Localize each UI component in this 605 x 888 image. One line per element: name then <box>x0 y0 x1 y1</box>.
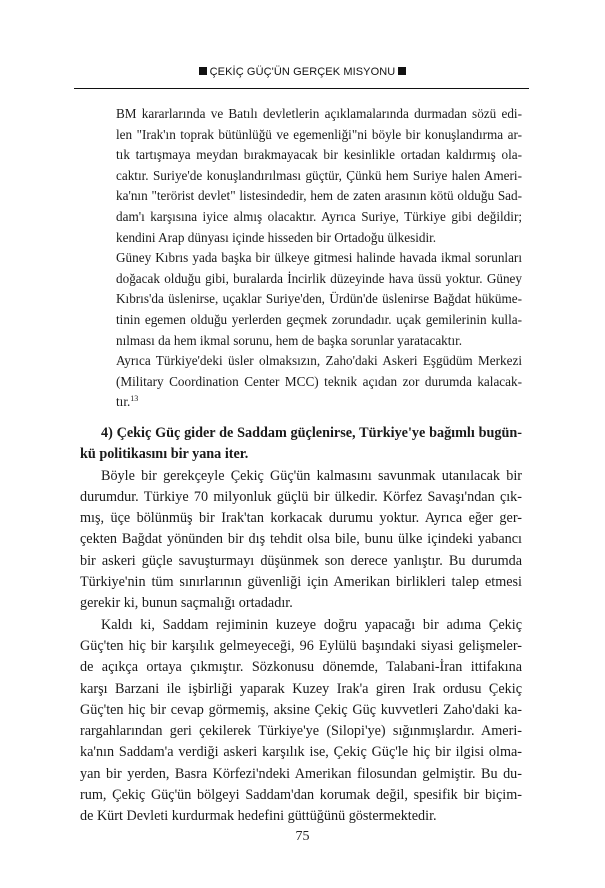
text-line: çekten Bağdat yönünden bir dış tehdit olsa bile, bunu ülke içindeki yabancı <box>80 531 522 548</box>
text-line: durumdur. Türkiye 70 milyonluk güçlü bir ülkedir. Körfez Savaşı'ndan çık- <box>80 488 522 505</box>
text-line: BM kararlarında ve Batılı devletlerin açıklamalarında durmadan sözü edi- <box>116 106 522 121</box>
text-line: mış, üçe bölünmüş bir Irak'tan korkacak durumu yoktur. Ayrıca eğer ger- <box>80 510 522 527</box>
text-line: de Kürt Devleti kurdurmak hedefini güttüğünü göstermektedir. <box>80 808 437 825</box>
paragraph <box>80 466 522 615</box>
running-header <box>0 66 605 78</box>
black-square-icon <box>199 67 207 75</box>
text-line: Güç'ten hiç bir karşılık gelmeyeceği, 96 Eylülü başındaki siyasi gelişmeler- <box>80 637 522 654</box>
text-line: dam'ı karşısına iyice almış olacaktır. Ayrıca Suriye, Türkiye gibi değildir; <box>116 208 522 224</box>
text-line: Kıbrıs'da üslenirse, uçaklar Suriye'den, Ürdün'de üslenirse Bağdat hüküme- <box>116 291 522 307</box>
footnote-reference[interactable]: 13 <box>130 394 139 404</box>
text-line: len "Irak'ın toprak bütünlüğü ve egemenliği"ni böyle bir konuşlandırma ar- <box>116 126 522 142</box>
text-line: Ayrıca Türkiye'deki üsler olmaksızın, Zaho'daki Askeri Eşgüdüm Merkezi <box>116 353 522 369</box>
text-line: Böyle bir gerekçeyle Çekiç Güç'ün kalmasını savunmak utanılacak bir <box>101 467 522 484</box>
page-number: 75 <box>295 829 310 844</box>
text-line: de açıkça ortaya çıkmıştır. Sözkonusu dönemde, Talabani-İran ittifakına <box>80 659 522 676</box>
paragraph <box>80 615 522 828</box>
text-line: nılması da hem ikmal sorunu, hem de başka sorunlar yaratacaktır. <box>116 332 463 348</box>
black-square-icon <box>398 67 406 75</box>
heading-line: 4) Çekiç Güç gider de Saddam güçlenirse, Türkiye'ye bağımlı bugün- <box>101 425 522 441</box>
text-line: tinin egemen olduğu yerlerden geçmek zorundadır. uçak gemilerinin kulla- <box>116 311 522 327</box>
running-header-title: ÇEKİÇ GÜÇ'ÜN GERÇEK MISYONU <box>209 66 396 78</box>
text-line: Güç'ten hiç bir cevap görmemiş, aksine Çekiç Güç kuvvetleri Zaho'daki ka- <box>80 701 522 718</box>
text-line: caktır. Suriye'de konuşlandırılması güçtür, Çünkü hem Suriye halen Ameri- <box>116 167 522 183</box>
text-line: tık tartışmaya meydan bırakmayacak bir kesinlikle ortadan kaldırmış ola- <box>116 147 522 163</box>
text-line: ka'nın Saddam'a verdiği askeri karşılık ise, Çekiç Güç'le hiç bir ilgisi olma- <box>80 744 522 761</box>
text-line: rargahlarından geri çekilerek Türkiye'ye (Silopi'ye) sığınmışlardır. Ameri- <box>80 723 522 740</box>
text-line-with-footnote <box>116 392 522 413</box>
text-line: gerekir ki, bunun saçmalığı ortadadır. <box>80 595 293 612</box>
text-line: (Military Coordination Center MCC) teknik açıdan zor durumda kalacak- <box>116 373 522 389</box>
text-line: doğacak olduğu gibi, buralarda İncirlik düzeyinde hava üssü yoktur. Güney <box>116 270 522 286</box>
text-fragment: tır. <box>116 394 131 410</box>
text-line: Güney Kıbrıs yada başka bir ülkeye gitmesi halinde havada ikmal sorunları <box>116 250 522 266</box>
heading-line: kü politikasını bir yana iter. <box>80 446 249 463</box>
text-line: yan bir yerden, Basra Körfezi'ndeki Amerikan filosundan gelmiştir. Bu du- <box>80 765 522 782</box>
quoted-block <box>116 104 522 413</box>
text-line: Türkiye'nin tüm sınırlarının güvenliği için Amerikan birlikleri talep etmesi <box>80 574 522 591</box>
text-line: bir askeri güçle savuşturmayı düşünmek son derece yanlıştır. Bu durumda <box>80 552 522 569</box>
main-text <box>80 423 522 828</box>
text-line: ka'nın "terörist devlet" listesindedir, hem de zaten arasının kötü olduğu Sad- <box>116 188 522 204</box>
header-rule <box>74 88 529 89</box>
section-heading <box>80 423 522 466</box>
text-line: Kaldı ki, Saddam rejiminin kuzeye doğru yapacağı bir adıma Çekiç <box>101 616 522 633</box>
text-line: rum, Çekiç Güç'ün bölgeyi Saddam'dan korumak değil, spesifik bir biçim- <box>80 787 522 804</box>
text-line: kendini Arap dünyası içinde hisseden bir Ortadoğu ülkesidir. <box>116 229 437 245</box>
text-line: karşı Barzani ile işbirliği yaparak Kuzey Irak'a giren Irak ordusu Çekiç <box>80 680 522 697</box>
